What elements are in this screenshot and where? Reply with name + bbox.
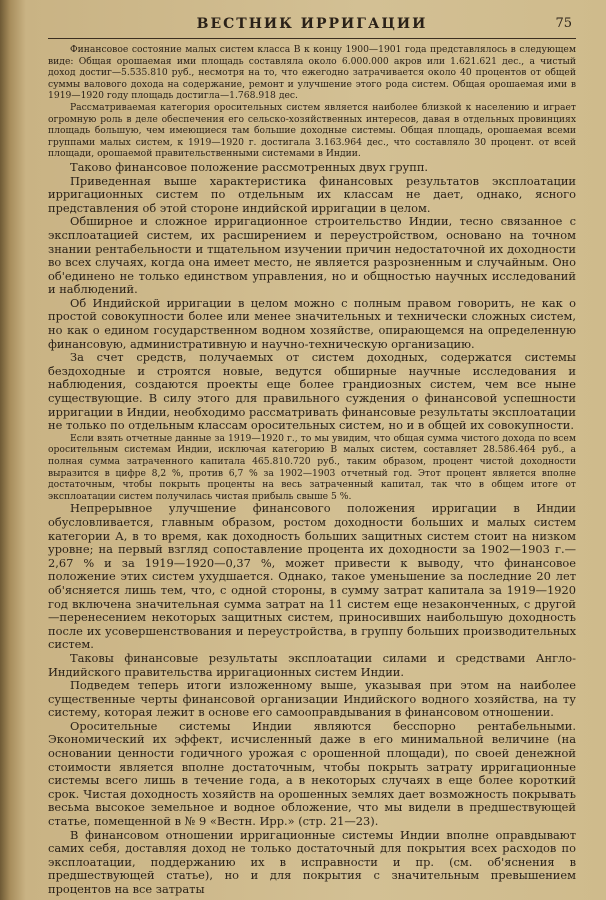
paragraph: В финансовом отношении ирригационные системы Индии вполне оправдывают самих себя, доставляя доход не только достаточный для покрытия всех расходов по эксплоатации, поддержанию их в исправности и пр. (см. об'яснения в предшествующей статье), но и для покрытия с значительным превышением процентов на все затраты — [48, 827, 576, 896]
paragraph: Непрерывное улучшение финансового положения ирригации в Индии обусловливается, главным образом, ростом доходности больших и малых систем категории А, в то время, как доходность больших защитных систем стоит на низком уровне; на первый взгляд сопоставление процента их доходности за 1902—1903 г.—2,67 % и за 1919—1920—0,37 %, может привести к выводу, что финансовое положение этих систем ухудшается. Однако, такое уменьшение за последние 20 лет об'ясняется лишь тем, что, с одной стороны, в сумму затрат капитала за 1919—1920 год включена значительная сумма затрат на 11 систем еще незаконченных, с другой—перенесением некоторых защитных систем, приносивших наибольшую доходность после их усовершенствования и переустройства, в группу больших производительных систем. — [48, 501, 576, 652]
paragraph: Обширное и сложное ирригационное строительство Индии, тесно связанное с эксплоатацией систем, их расширением и переустройством, основано на точном знании рентабельности и тщательном изучении причин недостаточной их доходности во всех случаях, когда она имеет место, не является разрозненным и случайным. Оно об'единено не только единством управления, но и общностью научных исследований и наблюдений. — [48, 214, 576, 297]
paragraph-small-print: Финансовое состояние малых систем класса В к концу 1900—1901 года представлялось в следующем виде: Общая орошаемая ими площадь составляла около 6.000.000 акров или 1.621.621 дес., а чистый доход достиг—5.535.810 руб., несмотря на то, что ежегодно затрачивается около 40 процентов от общей суммы валового дохода на содержание, ремонт и улучшение этого рода систем. Общая орошаемая ими в 1919—1920 году площадь достигла—1.768.918 дес. — [48, 44, 576, 102]
paragraph: За счет средств, получаемых от систем доходных, содержатся системы бездоходные и строятся новые, ведутся обширные научные исследования и наблюдения, создаются проекты еще более грандиозных систем, чем все ныне существующие. В силу этого для правильного суждения о финансовой успешности ирригации в Индии, необходимо рассматривать финансовые результаты эксплоатации не только по отдельным классам оросительных систем, но и в общей их совокупности. — [48, 350, 576, 433]
paragraph: Об Индийской ирригации в целом можно с полным правом говорить, не как о простой совокупности более или менее значительных и технически сложных систем, но как о едином государственном водном хозяйстве, опирающемся на определенную финансовую, административную и научно-техническую организацию. — [48, 295, 576, 351]
paragraph: Таковы финансовые результаты эксплоатации силами и средствами Англо-Индийского правительства ирригационных систем Индии. — [48, 650, 576, 679]
running-header — [48, 16, 576, 39]
paragraph: Оросительные системы Индии являются бесспорно рентабельными. Экономический их эффект, исчисленный даже в его минимальной величине (на основании ценности годичного урожая с орошенной площади), по своей денежной стоимости является вполне достаточным, чтобы покрыть затрату ирригационные системы всего лишь в течение года, а в некоторых случаях в еще более короткий срок. Чистая доходность хозяйств на орошенных землях дает возможность покрывать весьма высокое земельное и водное обложение, что мы видели в предшествующей статье, помещенной в № 9 «Вестн. Ирр.» (стр. 21—23). — [48, 718, 576, 829]
paragraph: Приведенная выше характеристика финансовых результатов эксплоатации ирригационных систем по отдельным их классам не дает, однако, ясного представления об этой стороне индийской ирригации в целом. — [48, 173, 576, 215]
article-body — [48, 44, 576, 897]
paragraph-small-print: Если взять отчетные данные за 1919—1920 г., то мы увидим, что общая сумма чистого дохода по всем оросительным системам Индии, исключая категорию В малых систем, составляет 28.586.464 руб., а полная сумма затраченного капитала 465.810.720 руб., таким образом, процент чистой доходности выразится в цифре 8,2 %, против 6,7 % за 1902—1903 отчетный год. Этот процент является вполне достаточным, чтобы покрыть проценты на весь затраченный капитал, так что в общем итоге от эксплоатации систем получилась чистая прибыль свыше 5 %. — [48, 432, 576, 502]
paragraph: Таково финансовое положение рассмотренных двух групп. — [70, 159, 429, 174]
page-number: 75 — [555, 16, 572, 31]
journal-title: ВЕСТНИК ИРРИГАЦИИ — [196, 16, 428, 32]
paragraph-small-print: Рассматриваемая категория оросительных систем является наиболее близкой к населению и играет огромную роль в деле обеспечения его сельско-хозяйственных интересов, давая в отдельных провинциях площадь большую, чем имеющиеся там большие доходные системы. Общая площадь, орошаемая всеми группами малых систем, к 1919—1920 г. достигала 3.163.964 дес., что составляло 30 процент. от всей площади, орошаемой правительственными системами в Индии. — [48, 101, 576, 160]
paragraph: Подведем теперь итоги изложенному выше, указывая при этом на наиболее существенные черты финансовой организации Индийского водного хозяйства, на ту систему, которая лежит в основе его самооправдывания в финансовом отношении. — [48, 678, 576, 720]
